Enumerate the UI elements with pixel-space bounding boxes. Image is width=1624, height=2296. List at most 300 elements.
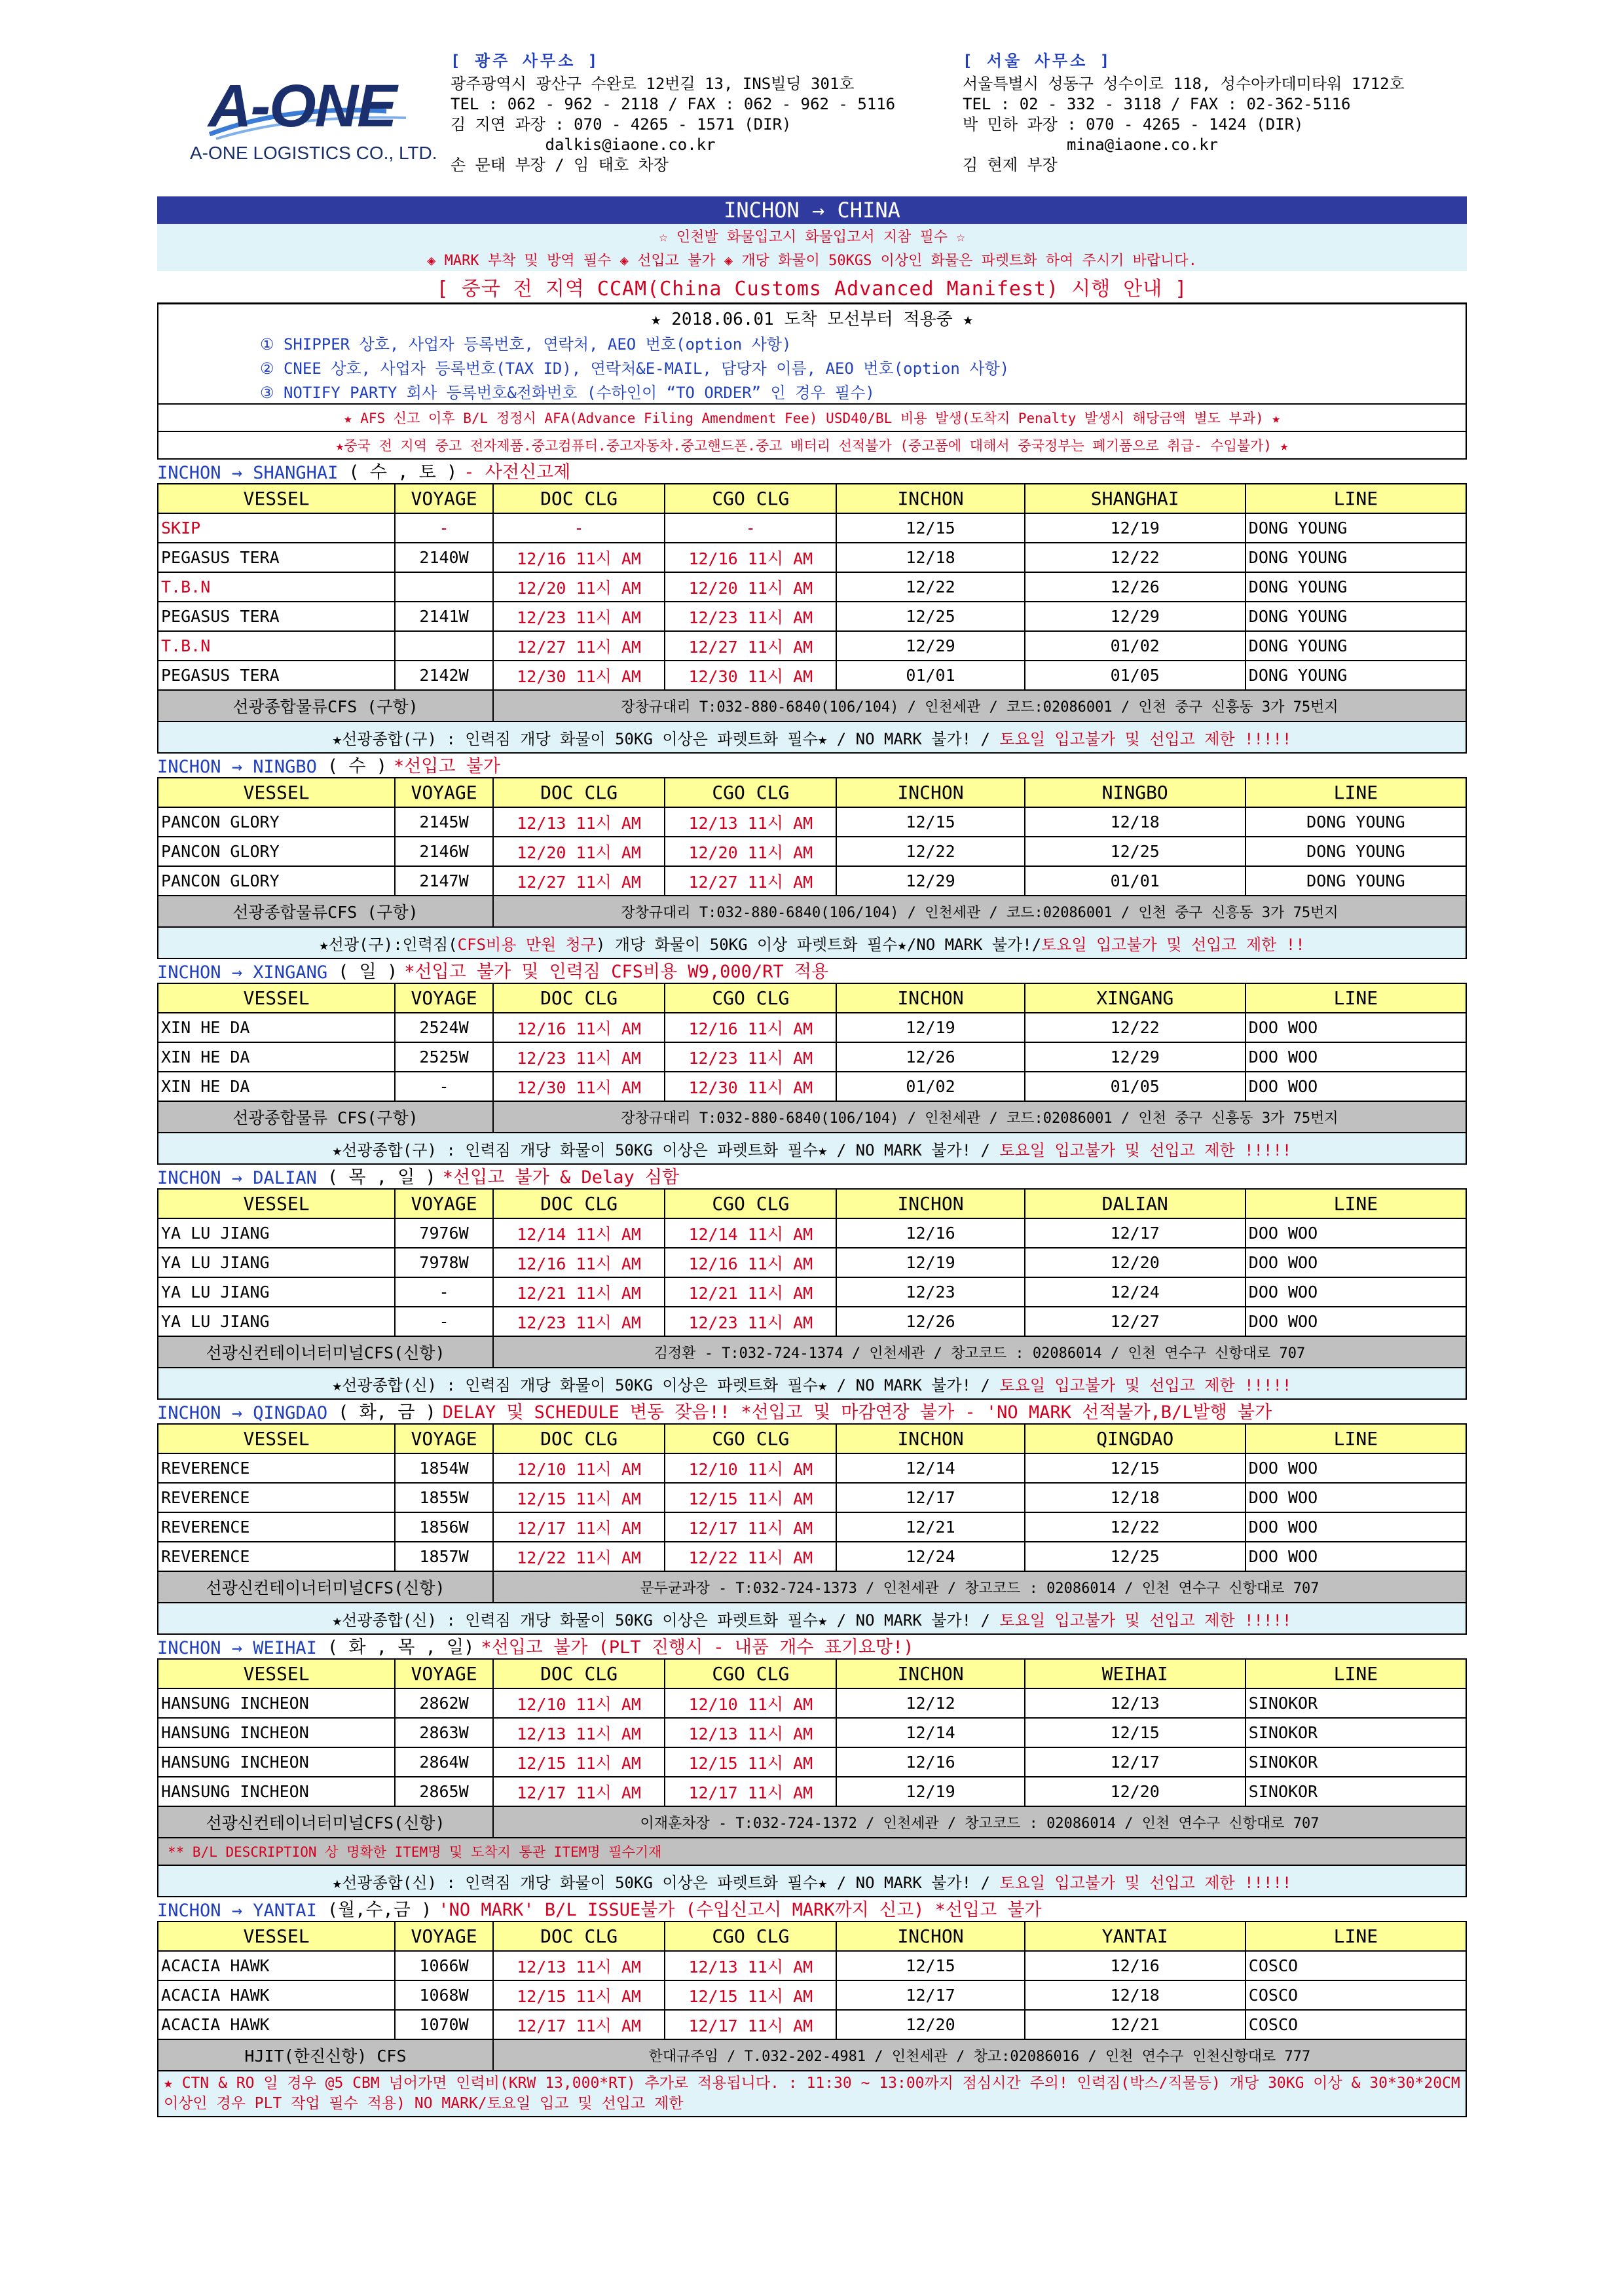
line-cell: DONG YOUNG — [1246, 807, 1466, 837]
cfs-info: 문두균과장 - T:032-724-1373 / 인천세관 / 창고코드 : 02086014 / 인천 연수구 신항대로 707 — [493, 1571, 1466, 1603]
column-header: XINGANG — [1025, 983, 1246, 1013]
cfs-info: 김정환 - T:032-724-1374 / 인천세관 / 창고코드 : 02086014 / 인천 연수구 신항대로 707 — [493, 1336, 1466, 1368]
inchon-date-cell: 01/02 — [836, 1072, 1024, 1101]
route-days: ( 수 , 토 ) — [348, 462, 458, 483]
header-row — [158, 983, 1466, 1013]
table-row — [158, 1042, 1466, 1072]
note-row — [158, 1603, 1466, 1634]
line-cell: DONG YOUNG — [1246, 543, 1466, 572]
cfs-name: 선광종합물류CFS (구항) — [158, 896, 493, 927]
table-row — [158, 543, 1466, 572]
vessel-cell: REVERENCE — [158, 1453, 395, 1483]
doc-clg-cell: 12/14 11시 AM — [493, 1218, 665, 1248]
cgo-clg-cell: 12/30 11시 AM — [665, 661, 836, 690]
route-name: INCHON → DALIAN — [157, 1168, 317, 1188]
notice-line: ☆ 인천발 화물입고시 화물입고서 지참 필수 ☆ — [157, 224, 1467, 247]
table-row — [158, 837, 1466, 866]
inchon-date-cell: 12/16 — [836, 1218, 1024, 1248]
cfs-name: HJIT(한진신항) CFS — [158, 2039, 493, 2071]
route-days: ( 화 , 목 , 일) — [327, 1637, 475, 1658]
line-cell: DOO WOO — [1246, 1453, 1466, 1483]
vessel-cell: YA LU JIANG — [158, 1248, 395, 1277]
route-note: - 사전신고제 — [464, 462, 571, 483]
line-cell: DONG YOUNG — [1246, 866, 1466, 896]
ccam-title: [ 중국 전 지역 CCAM(China Customs Advanced Manifest) 시행 안내 ] — [436, 278, 1188, 301]
inchon-date-cell: 12/15 — [836, 513, 1024, 543]
vessel-cell: PEGASUS TERA — [158, 661, 395, 690]
arrival-date-cell: 12/13 — [1025, 1688, 1246, 1718]
route-section — [157, 1165, 1467, 1400]
note-cell — [158, 927, 1466, 958]
arrival-date-cell: 12/22 — [1025, 1013, 1246, 1042]
column-header: INCHON — [836, 778, 1024, 807]
cgo-clg-cell: 12/27 11시 AM — [665, 866, 836, 896]
cgo-clg-cell: 12/16 11시 AM — [665, 1248, 836, 1277]
cfs-info: 장창규대리 T:032-880-6840(106/104) / 인천세관 / 코드:02086001 / 인천 중구 신흥동 3가 75번지 — [493, 1101, 1466, 1133]
note-cell — [158, 721, 1466, 753]
voyage-cell: 2145W — [395, 807, 493, 837]
vessel-cell: XIN HE DA — [158, 1013, 395, 1042]
voyage-cell: 2147W — [395, 866, 493, 896]
cfs-row — [158, 1571, 1466, 1603]
cgo-clg-cell: 12/15 11시 AM — [665, 1747, 836, 1777]
line-cell: DOO WOO — [1246, 1042, 1466, 1072]
vessel-cell: XIN HE DA — [158, 1072, 395, 1101]
voyage-cell: - — [395, 1277, 493, 1307]
inchon-date-cell: 12/25 — [836, 602, 1024, 631]
table-row — [158, 1512, 1466, 1542]
inchon-date-cell: 12/22 — [836, 837, 1024, 866]
route-name: INCHON → XINGANG — [157, 962, 328, 983]
column-header: DALIAN — [1025, 1189, 1246, 1218]
arrival-date-cell: 12/20 — [1025, 1248, 1246, 1277]
voyage-cell: 1068W — [395, 1980, 493, 2010]
office-address: 광주광역시 광산구 수완로 12번길 13, INS빌딩 301호 — [451, 75, 855, 93]
office-email: mina@iaone.co.kr — [963, 136, 1219, 154]
note-warning: 토요일 입고불가 및 선입고 제한 !!!!! — [999, 1376, 1292, 1394]
doc-clg-cell: 12/23 11시 AM — [493, 602, 665, 631]
column-header: INCHON — [836, 1189, 1024, 1218]
header-row — [158, 1922, 1466, 1951]
cgo-clg-cell: 12/13 11시 AM — [665, 807, 836, 837]
arrival-date-cell: 12/18 — [1025, 1483, 1246, 1512]
column-header: CGO CLG — [665, 1424, 836, 1453]
logo-name: A-ONE — [208, 73, 396, 139]
table-row — [158, 1483, 1466, 1512]
column-header: LINE — [1246, 1659, 1466, 1688]
note-warning: 토요일 입고불가 및 선입고 제한 !!!!! — [999, 1140, 1292, 1159]
table-row — [158, 572, 1466, 602]
vessel-cell: REVERENCE — [158, 1483, 395, 1512]
doc-clg-cell: 12/17 11시 AM — [493, 1777, 665, 1806]
doc-clg-cell: 12/16 11시 AM — [493, 1013, 665, 1042]
line-cell: COSCO — [1246, 1980, 1466, 2010]
doc-clg-cell: 12/22 11시 AM — [493, 1542, 665, 1571]
inchon-date-cell: 12/24 — [836, 1542, 1024, 1571]
cfs-row — [158, 2039, 1466, 2071]
voyage-cell: 2863W — [395, 1718, 493, 1747]
table-row — [158, 1747, 1466, 1777]
vessel-cell: HANSUNG INCHEON — [158, 1718, 395, 1747]
doc-clg-cell: 12/27 11시 AM — [493, 866, 665, 896]
column-header: VOYAGE — [395, 1189, 493, 1218]
doc-clg-cell: 12/20 11시 AM — [493, 572, 665, 602]
vessel-cell: HANSUNG INCHEON — [158, 1688, 395, 1718]
cfs-name: 선광종합물류CFS (구항) — [158, 690, 493, 721]
schedule-table — [157, 1658, 1467, 1897]
header-row — [158, 1424, 1466, 1453]
line-cell: SINOKOR — [1246, 1747, 1466, 1777]
ccam-item: ② CNEE 상호, 사업자 등록번호(TAX ID), 연락처&E-MAIL, 담당자 이름, AEO 번호(option 사항) — [260, 359, 1010, 378]
line-cell: DOO WOO — [1246, 1218, 1466, 1248]
route-section — [157, 460, 1467, 754]
logo-subtitle: A-ONE LOGISTICS CO., LTD. — [190, 143, 437, 163]
note-text: ★선광종합(신) : 인력짐 개당 화물이 50KG 이상은 파렛트화 필수★ / NO MARK 불가! / — [332, 1611, 1000, 1630]
cgo-clg-cell: 12/20 11시 AM — [665, 837, 836, 866]
column-header: VESSEL — [158, 484, 395, 513]
vessel-cell: ACACIA HAWK — [158, 1980, 395, 2010]
route-section — [157, 1635, 1467, 1897]
note-row — [158, 1865, 1466, 1897]
office-phone: TEL : 062 - 962 - 2118 / FAX : 062 - 962 - 5116 — [451, 95, 896, 113]
cgo-clg-cell: 12/21 11시 AM — [665, 1277, 836, 1307]
table-row — [158, 1542, 1466, 1571]
schedule-table — [157, 1188, 1467, 1400]
route-note: 'NO MARK' B/L ISSUE불가 (수입신고시 MARK까지 신고) *선입고 불가 — [438, 1900, 1042, 1920]
table-row — [158, 866, 1466, 896]
final-note: ★ CTN & RO 일 경우 @5 CBM 넘어가면 인력비(KRW 13,000*RT) 추가로 적용됩니다. : 11:30 ~ 13:00까지 점심시간 주의! 인력짐(박스/직물등) 개당 30KG 이상 & 30*30*20CM 이상인 경우 PLT 작업 필수 적용) NO MARK/토요일 입고 및 선입고 제한 — [158, 2071, 1466, 2117]
column-header: DOC CLG — [493, 484, 665, 513]
route-heading — [157, 959, 1467, 983]
route-days: ( 화, 금 ) — [338, 1402, 436, 1423]
table-row — [158, 807, 1466, 837]
doc-clg-cell: 12/27 11시 AM — [493, 631, 665, 661]
route-note: *선입고 불가 및 인력짐 CFS비용 W9,000/RT 적용 — [404, 962, 829, 982]
column-header: DOC CLG — [493, 1659, 665, 1688]
voyage-cell: 1854W — [395, 1453, 493, 1483]
office-title: [ 서울 사무소 ] — [963, 52, 1113, 70]
doc-clg-cell: 12/17 11시 AM — [493, 2010, 665, 2039]
column-header: DOC CLG — [493, 983, 665, 1013]
column-header: CGO CLG — [665, 1922, 836, 1951]
voyage-cell: 2525W — [395, 1042, 493, 1072]
voyage-cell: 2864W — [395, 1747, 493, 1777]
voyage-cell: 7978W — [395, 1248, 493, 1277]
office-phone: TEL : 02 - 332 - 3118 / FAX : 02-362-5116 — [963, 95, 1351, 113]
column-header: INCHON — [836, 1659, 1024, 1688]
cfs-row — [158, 896, 1466, 927]
cgo-clg-cell: 12/17 11시 AM — [665, 2010, 836, 2039]
arrival-date-cell: 12/17 — [1025, 1747, 1246, 1777]
inchon-date-cell: 12/14 — [836, 1453, 1024, 1483]
table-row — [158, 631, 1466, 661]
vessel-cell: PEGASUS TERA — [158, 543, 395, 572]
doc-clg-cell: - — [493, 513, 665, 543]
note-row — [158, 927, 1466, 958]
voyage-cell — [395, 572, 493, 602]
voyage-cell: - — [395, 1307, 493, 1336]
column-header: YANTAI — [1025, 1922, 1246, 1951]
voyage-cell: 2142W — [395, 661, 493, 690]
ccam-item: ① SHIPPER 상호, 사업자 등록번호, 연락처, AEO 번호(option 사항) — [260, 335, 792, 354]
route-days: (월,수,금 ) — [327, 1900, 432, 1920]
column-header: VOYAGE — [395, 1659, 493, 1688]
column-header: DOC CLG — [493, 1922, 665, 1951]
page-title: INCHON → CHINA — [157, 196, 1467, 224]
table-row — [158, 1980, 1466, 2010]
doc-clg-cell: 12/17 11시 AM — [493, 1512, 665, 1542]
table-row — [158, 1277, 1466, 1307]
cgo-clg-cell: 12/16 11시 AM — [665, 543, 836, 572]
header-row — [158, 1189, 1466, 1218]
cfs-info: 한대규주임 / T.032-202-4981 / 인천세관 / 창고:02086016 / 인천 연수구 인천신항대로 777 — [493, 2039, 1466, 2071]
inchon-date-cell: 12/22 — [836, 572, 1024, 602]
route-note: *선입고 불가 & Delay 심함 — [442, 1167, 680, 1188]
arrival-date-cell: 12/18 — [1025, 807, 1246, 837]
column-header: VOYAGE — [395, 1922, 493, 1951]
cgo-clg-cell: 12/30 11시 AM — [665, 1072, 836, 1101]
description-note: ** B/L DESCRIPTION 상 명확한 ITEM명 및 도착지 통관 ITEM명 필수기재 — [158, 1838, 1466, 1865]
inchon-date-cell: 12/19 — [836, 1013, 1024, 1042]
arrival-date-cell: 12/21 — [1025, 2010, 1246, 2039]
vessel-cell: HANSUNG INCHEON — [158, 1777, 395, 1806]
cfs-row — [158, 1806, 1466, 1838]
voyage-cell: - — [395, 513, 493, 543]
column-header: CGO CLG — [665, 1659, 836, 1688]
arrival-date-cell: 01/05 — [1025, 661, 1246, 690]
cfs-info: 장창규대리 T:032-880-6840(106/104) / 인천세관 / 코드:02086001 / 인천 중구 신흥동 3가 75번지 — [493, 690, 1466, 721]
vessel-cell: PANCON GLORY — [158, 866, 395, 896]
note-row — [158, 1133, 1466, 1164]
inchon-date-cell: 12/18 — [836, 543, 1024, 572]
line-cell: COSCO — [1246, 1951, 1466, 1980]
inchon-date-cell: 12/21 — [836, 1512, 1024, 1542]
ccam-warning: ★ AFS 신고 이후 B/L 정정시 AFA(Advance Filing Amendment Fee) USD40/BL 비용 발생(도착지 Penalty 발생시 해당금액 별도 부과) ★ — [158, 403, 1466, 431]
inchon-date-cell: 12/14 — [836, 1718, 1024, 1747]
column-header: LINE — [1246, 983, 1466, 1013]
vessel-cell: ACACIA HAWK — [158, 2010, 395, 2039]
line-cell: SINOKOR — [1246, 1688, 1466, 1718]
column-header: INCHON — [836, 484, 1024, 513]
route-name: INCHON → YANTAI — [157, 1901, 317, 1921]
office-email: dalkis@iaone.co.kr — [451, 136, 716, 154]
route-name: INCHON → WEIHAI — [157, 1638, 317, 1658]
table-row — [158, 661, 1466, 690]
ccam-effective: ★ 2018.06.01 도착 모선부터 적용중 ★ — [650, 309, 974, 329]
inchon-date-cell: 12/19 — [836, 1777, 1024, 1806]
column-header: NINGBO — [1025, 778, 1246, 807]
letterhead — [0, 0, 1624, 196]
column-header: VOYAGE — [395, 1424, 493, 1453]
voyage-cell: 2865W — [395, 1777, 493, 1806]
note-text: ★선광종합(구) : 인력짐 개당 화물이 50KG 이상은 파렛트화 필수★ / NO MARK 불가! / — [332, 729, 1000, 748]
line-cell: DOO WOO — [1246, 1277, 1466, 1307]
column-header: DOC CLG — [493, 1424, 665, 1453]
inchon-date-cell: 12/12 — [836, 1688, 1024, 1718]
voyage-cell: 1066W — [395, 1951, 493, 1980]
cgo-clg-cell: 12/14 11시 AM — [665, 1218, 836, 1248]
table-row — [158, 1718, 1466, 1747]
inchon-date-cell: 12/16 — [836, 1747, 1024, 1777]
cfs-name: 선광신컨테이너터미널CFS(신항) — [158, 1336, 493, 1368]
vessel-cell: T.B.N — [158, 572, 395, 602]
cfs-row — [158, 1101, 1466, 1133]
line-cell: SINOKOR — [1246, 1777, 1466, 1806]
table-row — [158, 1248, 1466, 1277]
column-header: LINE — [1246, 1424, 1466, 1453]
arrival-date-cell: 12/19 — [1025, 513, 1246, 543]
doc-clg-cell: 12/10 11시 AM — [493, 1453, 665, 1483]
arrival-date-cell: 12/20 — [1025, 1777, 1246, 1806]
final-note-row — [158, 2071, 1466, 2117]
cgo-clg-cell: 12/16 11시 AM — [665, 1013, 836, 1042]
inchon-date-cell: 12/15 — [836, 807, 1024, 837]
note-text: ★선광종합(구) : 인력짐 개당 화물이 50KG 이상은 파렛트화 필수★ / NO MARK 불가! / — [332, 1140, 1000, 1159]
route-name: INCHON → NINGBO — [157, 757, 317, 777]
voyage-cell — [395, 631, 493, 661]
line-cell: DOO WOO — [1246, 1248, 1466, 1277]
vessel-cell: T.B.N — [158, 631, 395, 661]
line-cell: SINOKOR — [1246, 1718, 1466, 1747]
voyage-cell: 1857W — [395, 1542, 493, 1571]
vessel-cell: YA LU JIANG — [158, 1277, 395, 1307]
column-header: VESSEL — [158, 983, 395, 1013]
note-warning: 토요일 입고불가 및 선입고 제한 !!!!! — [999, 1873, 1292, 1892]
table-row — [158, 1453, 1466, 1483]
doc-clg-cell: 12/23 11시 AM — [493, 1307, 665, 1336]
cfs-name: 선광신컨테이너터미널CFS(신항) — [158, 1571, 493, 1603]
doc-clg-cell: 12/30 11시 AM — [493, 1072, 665, 1101]
table-row — [158, 1013, 1466, 1042]
vessel-cell: ACACIA HAWK — [158, 1951, 395, 1980]
arrival-date-cell: 12/26 — [1025, 572, 1246, 602]
table-row — [158, 513, 1466, 543]
route-note: DELAY 및 SCHEDULE 변동 잦음!! *선입고 및 마감연장 불가 - 'NO MARK 선적불가,B/L발행 불가 — [442, 1402, 1272, 1423]
cgo-clg-cell: 12/23 11시 AM — [665, 602, 836, 631]
line-cell: DOO WOO — [1246, 1013, 1466, 1042]
cfs-name: 선광종합물류 CFS(구항) — [158, 1101, 493, 1133]
note-cell — [158, 1603, 1466, 1634]
arrival-date-cell: 12/29 — [1025, 602, 1246, 631]
note-row — [158, 721, 1466, 753]
column-header: CGO CLG — [665, 484, 836, 513]
column-header: DOC CLG — [493, 1189, 665, 1218]
arrival-date-cell: 12/29 — [1025, 1042, 1246, 1072]
column-header: VOYAGE — [395, 778, 493, 807]
vessel-cell: XIN HE DA — [158, 1042, 395, 1072]
voyage-cell: 2862W — [395, 1688, 493, 1718]
arrival-date-cell: 01/05 — [1025, 1072, 1246, 1101]
column-header: INCHON — [836, 1922, 1024, 1951]
cfs-name: 선광신컨테이너터미널CFS(신항) — [158, 1806, 493, 1838]
column-header: CGO CLG — [665, 983, 836, 1013]
office-contact: 박 민하 과장 : 070 - 4265 - 1424 (DIR) — [963, 115, 1304, 134]
doc-clg-cell: 12/13 11시 AM — [493, 1951, 665, 1980]
column-header: INCHON — [836, 983, 1024, 1013]
route-heading — [157, 1897, 1467, 1921]
cfs-info: 이재훈차장 - T:032-724-1372 / 인천세관 / 창고코드 : 02086014 / 인천 연수구 신항대로 707 — [493, 1806, 1466, 1838]
line-cell: DONG YOUNG — [1246, 631, 1466, 661]
route-section — [157, 754, 1467, 959]
note-warning: 토요일 입고불가 및 선입고 제한 !!!!! — [999, 1611, 1292, 1630]
line-cell: DONG YOUNG — [1246, 661, 1466, 690]
cgo-clg-cell: 12/10 11시 AM — [665, 1688, 836, 1718]
vessel-cell: HANSUNG INCHEON — [158, 1747, 395, 1777]
note-text: ★선광종합(신) : 인력짐 개당 화물이 50KG 이상은 파렛트화 필수★ / NO MARK 불가! / — [332, 1873, 1000, 1892]
voyage-cell: 2140W — [395, 543, 493, 572]
route-days: ( 수 ) — [327, 756, 387, 776]
cgo-clg-cell: - — [665, 513, 836, 543]
line-cell: DONG YOUNG — [1246, 572, 1466, 602]
inchon-date-cell: 12/17 — [836, 1483, 1024, 1512]
doc-clg-cell: 12/15 11시 AM — [493, 1483, 665, 1512]
header-row — [158, 1659, 1466, 1688]
cgo-clg-cell: 12/20 11시 AM — [665, 572, 836, 602]
column-header: VESSEL — [158, 1424, 395, 1453]
note-warning: 토요일 입고불가 및 선입고 제한 !! — [1041, 935, 1305, 954]
column-header: LINE — [1246, 1922, 1466, 1951]
column-header: LINE — [1246, 484, 1466, 513]
table-row — [158, 1218, 1466, 1248]
column-header: SHANGHAI — [1025, 484, 1246, 513]
column-header: VESSEL — [158, 1922, 395, 1951]
note-highlight: CFS비용 만원 청구 — [457, 935, 597, 954]
schedule-table — [157, 483, 1467, 754]
cgo-clg-cell: 12/27 11시 AM — [665, 631, 836, 661]
voyage-cell: 1855W — [395, 1483, 493, 1512]
schedule-table — [157, 983, 1467, 1165]
line-cell: DONG YOUNG — [1246, 602, 1466, 631]
arrival-date-cell: 12/15 — [1025, 1718, 1246, 1747]
column-header: INCHON — [836, 1424, 1024, 1453]
route-name: INCHON → QINGDAO — [157, 1403, 328, 1423]
inchon-date-cell: 12/29 — [836, 631, 1024, 661]
voyage-cell: - — [395, 1072, 493, 1101]
line-cell: COSCO — [1246, 2010, 1466, 2039]
route-heading — [157, 460, 1467, 483]
office-managers: 김 현제 부장 — [963, 156, 1058, 174]
office-address: 서울특별시 성동구 성수이로 118, 성수아카데미타워 1712호 — [963, 75, 1405, 93]
column-header: QINGDAO — [1025, 1424, 1246, 1453]
table-row — [158, 1688, 1466, 1718]
cgo-clg-cell: 12/22 11시 AM — [665, 1542, 836, 1571]
doc-clg-cell: 12/16 11시 AM — [493, 543, 665, 572]
arrival-date-cell: 12/22 — [1025, 543, 1246, 572]
inchon-date-cell: 12/15 — [836, 1951, 1024, 1980]
doc-clg-cell: 12/21 11시 AM — [493, 1277, 665, 1307]
office-title: [ 광주 사무소 ] — [451, 52, 600, 70]
cfs-row — [158, 1336, 1466, 1368]
line-cell: DOO WOO — [1246, 1072, 1466, 1101]
vessel-cell: YA LU JIANG — [158, 1307, 395, 1336]
arrival-date-cell: 12/15 — [1025, 1453, 1246, 1483]
line-cell: DONG YOUNG — [1246, 837, 1466, 866]
doc-clg-cell: 12/30 11시 AM — [493, 661, 665, 690]
note-text: ★선광종합(신) : 인력짐 개당 화물이 50KG 이상은 파렛트화 필수★ / NO MARK 불가! / — [332, 1376, 1000, 1394]
schedule-table — [157, 777, 1467, 959]
line-cell: DOO WOO — [1246, 1542, 1466, 1571]
inchon-date-cell: 12/26 — [836, 1042, 1024, 1072]
header-row — [158, 778, 1466, 807]
route-days: ( 일 ) — [338, 962, 398, 982]
column-header: LINE — [1246, 778, 1466, 807]
note-cell — [158, 1368, 1466, 1399]
arrival-date-cell: 12/25 — [1025, 837, 1246, 866]
route-section — [157, 959, 1467, 1165]
description-row — [158, 1838, 1466, 1865]
note-text: ★선광(구):인력짐( — [319, 935, 458, 954]
cgo-clg-cell: 12/17 11시 AM — [665, 1777, 836, 1806]
